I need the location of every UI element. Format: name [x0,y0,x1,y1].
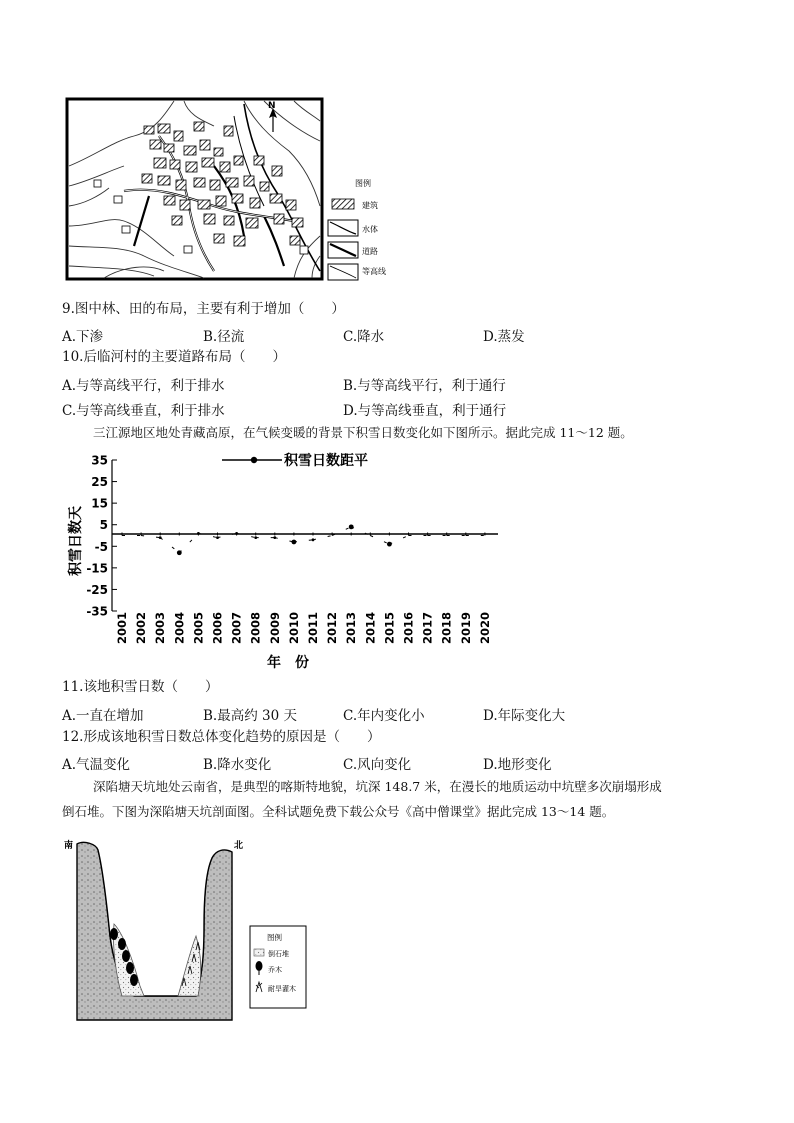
series-segment [389,536,408,545]
road-icon [328,242,358,258]
chart-xlabel: 年 份 [267,655,309,671]
question-12-option-d[interactable]: D.地形变化 [483,757,552,773]
series-segment [141,536,160,538]
y-tick-label: 25 [91,475,108,490]
scree-icon [254,949,264,956]
x-tick-label: 2006 [210,611,225,644]
x-tick-label: 2015 [382,611,397,644]
data-point [177,550,182,555]
legend-contour-label: 等高线 [362,267,386,276]
x-tick-label: 2019 [458,611,473,644]
series-segment [275,538,294,542]
y-tick-label: -15 [86,561,108,576]
data-point [197,532,200,535]
section-legend-title: 图例 [267,933,282,942]
y-tick-label: 35 [91,453,108,468]
question-12-stem: 12.形成该地积雪日数总体变化趋势的原因是（ ） [62,729,381,745]
contour-line-icon [328,264,358,280]
question-10-option-a[interactable]: A.与等高线平行，利于排水 [62,378,225,394]
question-9-option-c[interactable]: C.降水 [343,329,385,345]
data-point [387,542,392,547]
series-segment [179,533,198,552]
village-map-figure [64,96,400,282]
x-tick-label: 2001 [115,611,129,644]
x-tick-label: 2007 [229,611,244,644]
x-tick-label: 2002 [134,611,149,644]
data-point [254,536,257,539]
legend-road-label: 道路 [362,247,378,256]
question-10-option-b[interactable]: B.与等高线平行，利于通行 [343,378,506,394]
y-tick-label: -35 [86,604,108,619]
x-tick-label: 2008 [248,611,263,644]
x-tick-label: 2009 [267,611,282,644]
question-12-option-a[interactable]: A.气温变化 [62,757,131,773]
question-11-stem: 11.该地积雪日数（ ） [62,679,219,695]
x-tick-label: 2014 [363,611,378,644]
legend-tree-label: 乔木 [268,966,282,974]
legend-scree-label: 倒石堆 [268,950,289,958]
question-12-option-c[interactable]: C.风向变化 [343,757,412,773]
tiankeng-section-figure [62,836,322,1026]
data-point [312,538,315,541]
y-tick-label: -5 [94,539,108,554]
question-9-option-a[interactable]: A.下渗 [62,329,104,345]
x-tick-label: 2017 [420,611,435,644]
question-12-option-b[interactable]: B.降水变化 [203,757,272,773]
data-point [159,536,162,539]
question-11-option-a[interactable]: A.一直在增加 [62,708,144,724]
passage-snow-days: 三江源地区地处青藏高原，在气候变暖的背景下积雪日数变化如下图所示。据此完成 11～12 题。 [93,425,633,440]
legend-water-label: 水体 [362,225,378,234]
question-10-stem: 10.后临河村的主要道路布局（ ） [62,349,286,365]
passage-tiankeng-line-2: 倒石堆。下图为深陷塘天坑剖面图。全科试题免费下载公众号《高中僧课堂》据此完成 13～14 题。 [62,804,615,819]
x-tick-label: 2004 [172,611,187,644]
north-label-section: 北 [234,841,244,851]
y-tick-label: -25 [86,582,108,597]
x-tick-label: 2011 [306,611,320,644]
question-10-option-c[interactable]: C.与等高线垂直，利于排水 [62,403,225,419]
north-label: N [268,101,276,111]
y-tick-label: 5 [99,518,108,533]
map-legend-title: 图例 [355,179,371,188]
series-segment [313,536,332,540]
x-tick-label: 2012 [325,611,340,644]
y-tick-label: 15 [91,496,108,511]
x-tick-label: 2013 [344,611,359,644]
data-point [216,536,219,539]
question-9-option-b[interactable]: B.径流 [203,329,245,345]
x-tick-label: 2016 [401,611,416,644]
question-11-option-c[interactable]: C.年内变化小 [343,708,425,724]
data-point [235,532,238,535]
series-segment [370,536,389,545]
data-point [349,524,354,529]
data-point [292,540,297,545]
question-9-option-d[interactable]: D.蒸发 [483,329,525,345]
legend-marker-icon [251,457,257,463]
question-11-option-d[interactable]: D.年际变化大 [483,708,566,724]
building-hatch-icon [332,199,354,209]
south-label: 南 [64,841,74,851]
series-segment [294,540,313,542]
chart-legend-label: 积雪日数距平 [284,453,368,469]
chart-ylabel: 积雪日数天 [68,506,84,576]
data-point [273,536,276,539]
x-tick-label: 2003 [153,611,168,644]
legend-building-label: 建筑 [362,201,378,210]
x-tick-label: 2010 [286,611,301,644]
x-tick-label: 2005 [191,611,206,644]
x-tick-label: 2020 [477,611,492,644]
question-10-option-d[interactable]: D.与等高线垂直，利于通行 [343,403,507,419]
water-line-icon [328,220,358,236]
snow-days-anomaly-chart [60,446,510,676]
legend-shrub-label: 耐旱灌木 [268,985,296,993]
x-tick-label: 2018 [439,611,454,644]
series-segment [160,538,179,553]
passage-tiankeng-line-1: 深陷塘天坑地处云南省，是典型的喀斯特地貌，坑深 148.7 米，在漫长的地质运动中坑壁多次崩塌形成 [93,779,662,794]
question-9-stem: 9.图中林、田的布局，主要有利于增加（ ） [62,301,345,317]
question-11-option-b[interactable]: B.最高约 30 天 [203,708,297,724]
